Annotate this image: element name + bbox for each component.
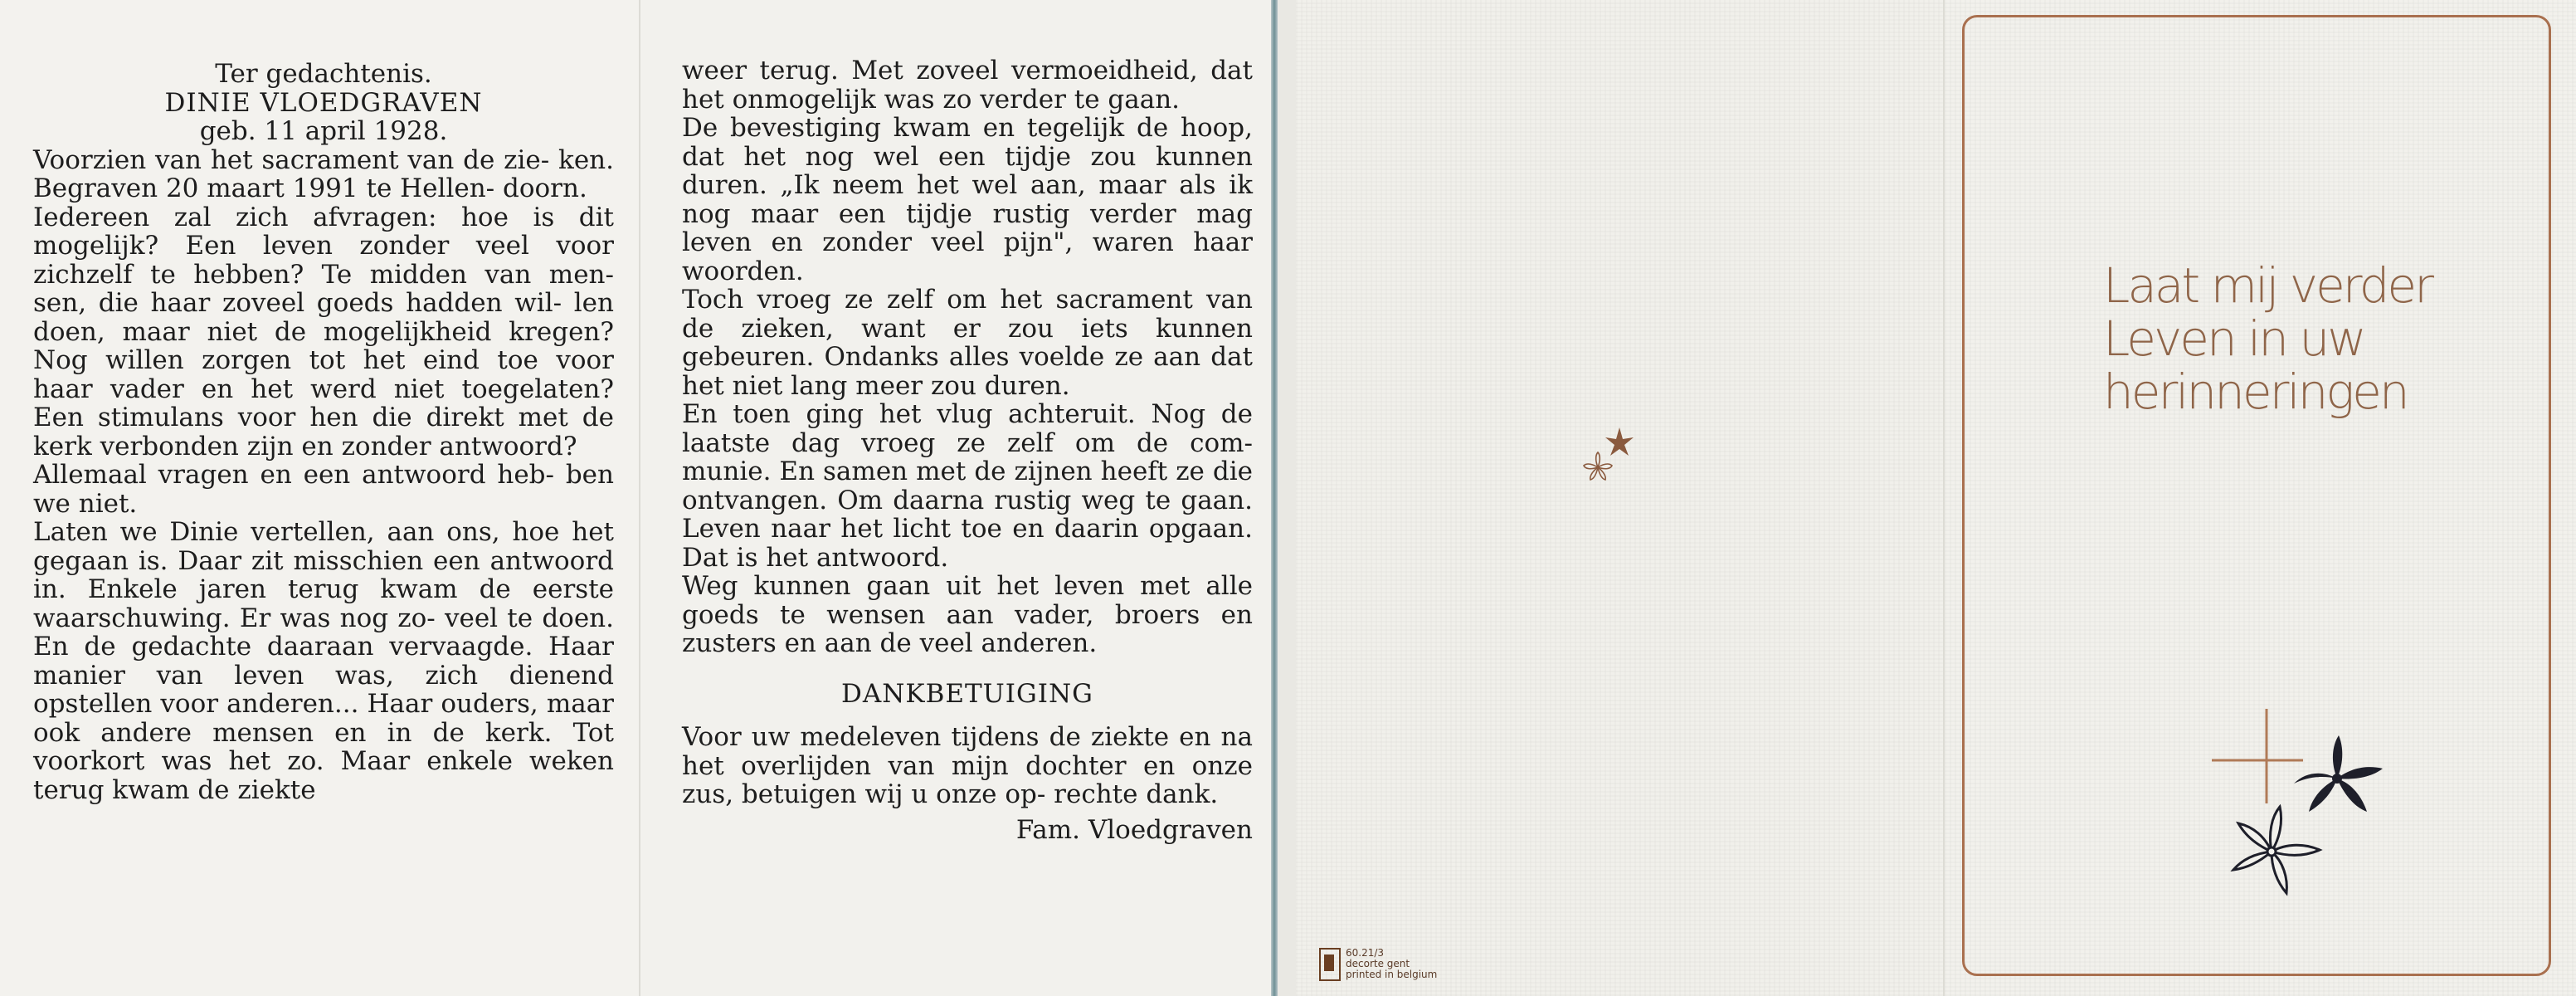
dark-flower-icon	[2294, 735, 2383, 812]
printer-name: decorte gent	[1346, 958, 1410, 969]
signature: Fam. Vloedgraven	[1015, 814, 1253, 845]
left-paragraph: Laten we Dinie vertellen, aan ons, hoe het gegaan is. Daar zit misschien een antwoord in. Enkele jaren terug kwam de eerste waarschuwing. Er was nog zo- veel te doen. En de gedachte daaraan vervaagde. Haar manier van leven was, zich dienend opstellen voor anderen... Haar ouders, maar ook andere mensen en in de kerk. Tot voorkort was het zo. Maar enkele weken terug kwam de ziekte	[33, 517, 614, 805]
printer-code: 60.21/3	[1346, 947, 1385, 959]
birth-date: geb. 11 april 1928.	[199, 116, 448, 146]
front-title-line: Leven in uw	[2103, 310, 2364, 367]
memorial-heading: Ter gedachtenis.	[215, 59, 432, 89]
middle-text-column	[682, 56, 1253, 844]
front-title-line: herinneringen	[2103, 364, 2408, 420]
small-flowers-icon	[1576, 419, 1643, 494]
front-title	[2103, 259, 2432, 418]
printer-mark	[1319, 948, 1437, 981]
card-back-panel	[1296, 0, 1943, 996]
middle-paragraph: En toen ging het vlug achteruit. Nog de laatste dag vroeg ze zelf om de com- munie. En samen met de zijnen heeft ze die ontvangen. Om daarna rustig weg te gaan. Leven naar het licht toe en daarin opgaan. Dat is het antwoord.	[682, 399, 1253, 573]
cross-and-flowers-icon	[2190, 706, 2406, 921]
printer-logo-icon	[1319, 948, 1341, 981]
cross-icon	[2212, 709, 2303, 803]
middle-paragraph: Toch vroeg ze zelf om het sacrament van de zieken, want er zou iets kunnen gebeuren. Ondanks alles voelde ze aan dat het niet lang meer zou duren.	[682, 285, 1253, 401]
thanks-text: Voor uw medeleven tijdens de ziekte en na het overlijden van mijn dochter en onze zus, betuigen wij u onze op- rechte dank.	[682, 722, 1253, 809]
memorial-middle-page	[639, 0, 1278, 996]
front-title-line: Laat mij verder	[2103, 257, 2432, 314]
middle-paragraph: Weg kunnen gaan uit het leven met alle goeds te wensen aan vader, broers en zusters en aan de veel anderen.	[682, 571, 1253, 658]
printer-note: printed in belgium	[1346, 969, 1438, 980]
left-paragraph: Allemaal vragen en een antwoord heb- ben we niet.	[33, 460, 614, 519]
left-paragraph: Iedereen zal zich afvragen: hoe is dit mogelijk? Een leven zonder veel voor zichzelf te hebben? Te midden van men- sen, die haar zoveel goeds hadden wil- len doen, maar niet de mogelijkheid kregen? Nog willen zorgen tot het eind toe voor haar vader en het werd niet toegelaten? Een stimulans voor hen die direkt met de kerk verbonden zijn en zonder antwoord?	[33, 202, 614, 461]
memorial-left-page	[0, 0, 639, 996]
deceased-name: DINIE VLOEDGRAVEN	[164, 87, 483, 118]
thanks-title: DANKBETUIGING	[841, 678, 1093, 709]
outline-flower-icon	[2233, 807, 2320, 893]
left-paragraph: Voorzien van het sacrament van de zie- ken. Begraven 20 maart 1991 te Hellen- doorn.	[33, 144, 614, 203]
printer-text	[1346, 948, 1437, 980]
middle-paragraph: weer terug. Met zoveel vermoeidheid, dat het onmogelijk was zo verder te gaan.	[682, 56, 1253, 115]
left-text-column	[33, 60, 614, 804]
scan-edge-strip	[1271, 0, 1278, 996]
middle-paragraph: De bevestiging kwam en tegelijk de hoop, dat het nog wel een tijdje zou kunnen duren. „Ik neem het wel aan, maar als ik nog maar een tijdje rustig verder mag leven en zonder veel pijn", waren haar woorden.	[682, 113, 1253, 286]
